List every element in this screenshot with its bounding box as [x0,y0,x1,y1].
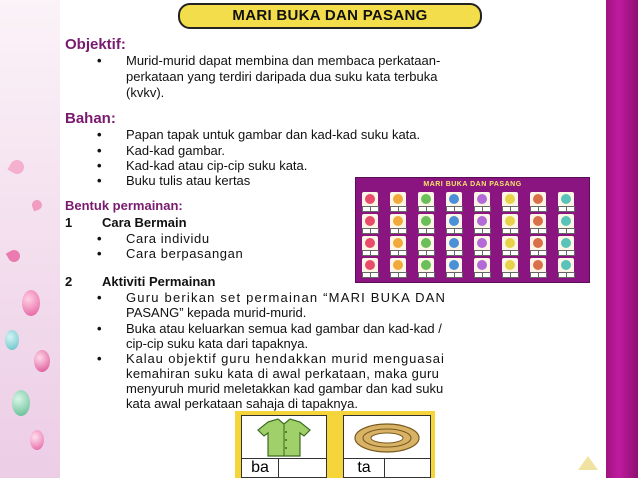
empty-slot [278,458,327,478]
bullet-icon: • [97,127,102,142]
aktiviti-line: kata awal perkataan sahaja di tapaknya. [126,396,358,411]
picture-cards [235,411,435,478]
section-title: Aktiviti Permainan [102,274,216,289]
cara-item: Cara berpasangan [126,246,244,261]
aktiviti-line: Guru berikan set permainan “MARI BUKA DAN [126,290,447,305]
bentuk-heading: Bentuk permainan: [65,198,183,213]
objektif-line: Murid-murid dapat membina dan membaca perkataan- [126,53,441,68]
aktiviti-line: PASANG” kepada murid-murid. [126,305,307,320]
board-picture-cell [390,214,406,232]
ornament-icon [5,330,19,350]
bullet-icon: • [97,158,102,173]
board-picture-cell [474,258,490,276]
flower-icon [7,157,26,176]
board-picture-cell [530,258,546,276]
board-picture-cell [502,214,518,232]
board-picture-cell [362,214,378,232]
board-picture-cell [362,192,378,210]
cara-item: Cara individu [126,231,210,246]
board-picture-cell [502,258,518,276]
section-number: 1 [65,215,73,230]
board-picture-cell [390,236,406,254]
bullet-icon: • [97,231,102,246]
board-picture-cell [362,236,378,254]
board-picture-cell [446,236,462,254]
aktiviti-line: Buka atau keluarkan semua kad gambar dan kad-kad / [126,321,442,336]
board-picture-cell [558,214,574,232]
decorative-border [0,0,60,478]
bullet-icon: • [97,351,102,366]
board-picture-cell [502,236,518,254]
game-board-image [355,177,590,283]
bullet-icon: • [97,290,102,305]
flower-icon [31,199,44,212]
bahan-item: Papan tapak untuk gambar dan kad-kad suku kata. [126,127,421,142]
board-picture-cell [474,236,490,254]
bahan-item: Kad-kad atau cip-cip suku kata. [126,158,308,173]
aktiviti-line: cip-cip suku kata dari tapaknya. [126,336,309,351]
board-picture-cell [558,192,574,210]
board-title: MARI BUKA DAN PASANG [423,181,522,188]
card-picture [343,415,431,459]
objektif-heading: Objektif: [65,36,126,53]
card-picture [241,415,327,459]
rope-icon [344,416,430,458]
board-picture-cell [362,258,378,276]
board-picture-cell [390,192,406,210]
board-picture-cell [530,214,546,232]
objektif-line: (kvkv). [126,85,165,100]
board-picture-cell [446,258,462,276]
flower-icon [6,248,22,264]
board-picture-cell [446,214,462,232]
board-picture-cell [558,236,574,254]
bullet-icon: • [97,321,102,336]
ornament-icon [12,390,30,416]
syllable-slot [343,458,385,478]
board-picture-cell [558,258,574,276]
bullet-icon: • [97,246,102,261]
board-picture-cell [418,258,434,276]
board-picture-cell [418,214,434,232]
bahan-item: Kad-kad gambar. [126,143,226,158]
ornament-icon [22,290,40,316]
empty-slot [384,458,431,478]
board-picture-cell [502,192,518,210]
board-picture-cell [390,258,406,276]
board-picture-cell [474,192,490,210]
aktiviti-line: menyuruh murid meletakkan kad gambar dan kad suku [126,381,444,396]
bullet-icon: • [97,53,102,68]
side-banner [606,0,638,478]
section-number: 2 [65,274,73,289]
aktiviti-line: kemahiran suku kata di awal perkataan, maka guru [126,366,440,381]
ornament-icon [34,350,50,372]
next-arrow-icon [578,456,598,470]
page-title: MARI BUKA DAN PASANG [178,3,482,29]
objektif-line: perkataan yang terdiri daripada dua suku kata terbuka [126,69,438,84]
board-picture-cell [418,192,434,210]
board-picture-cell [474,214,490,232]
section-title: Cara Bermain [102,215,187,230]
syllable-label: ba [251,459,269,476]
board-picture-cell [418,236,434,254]
board-picture-cell [446,192,462,210]
bullet-icon: • [97,143,102,158]
bahan-heading: Bahan: [65,110,116,127]
board-picture-cell [530,192,546,210]
bullet-icon: • [97,173,102,188]
board-picture-cell [530,236,546,254]
syllable-slot [241,458,279,478]
aktiviti-line: Kalau objektif guru hendakkan murid menguasai [126,351,445,366]
bahan-item: Buku tulis atau kertas [126,173,251,188]
shirt-icon [242,416,326,458]
syllable-label: ta [357,459,371,476]
ornament-icon [30,430,44,450]
